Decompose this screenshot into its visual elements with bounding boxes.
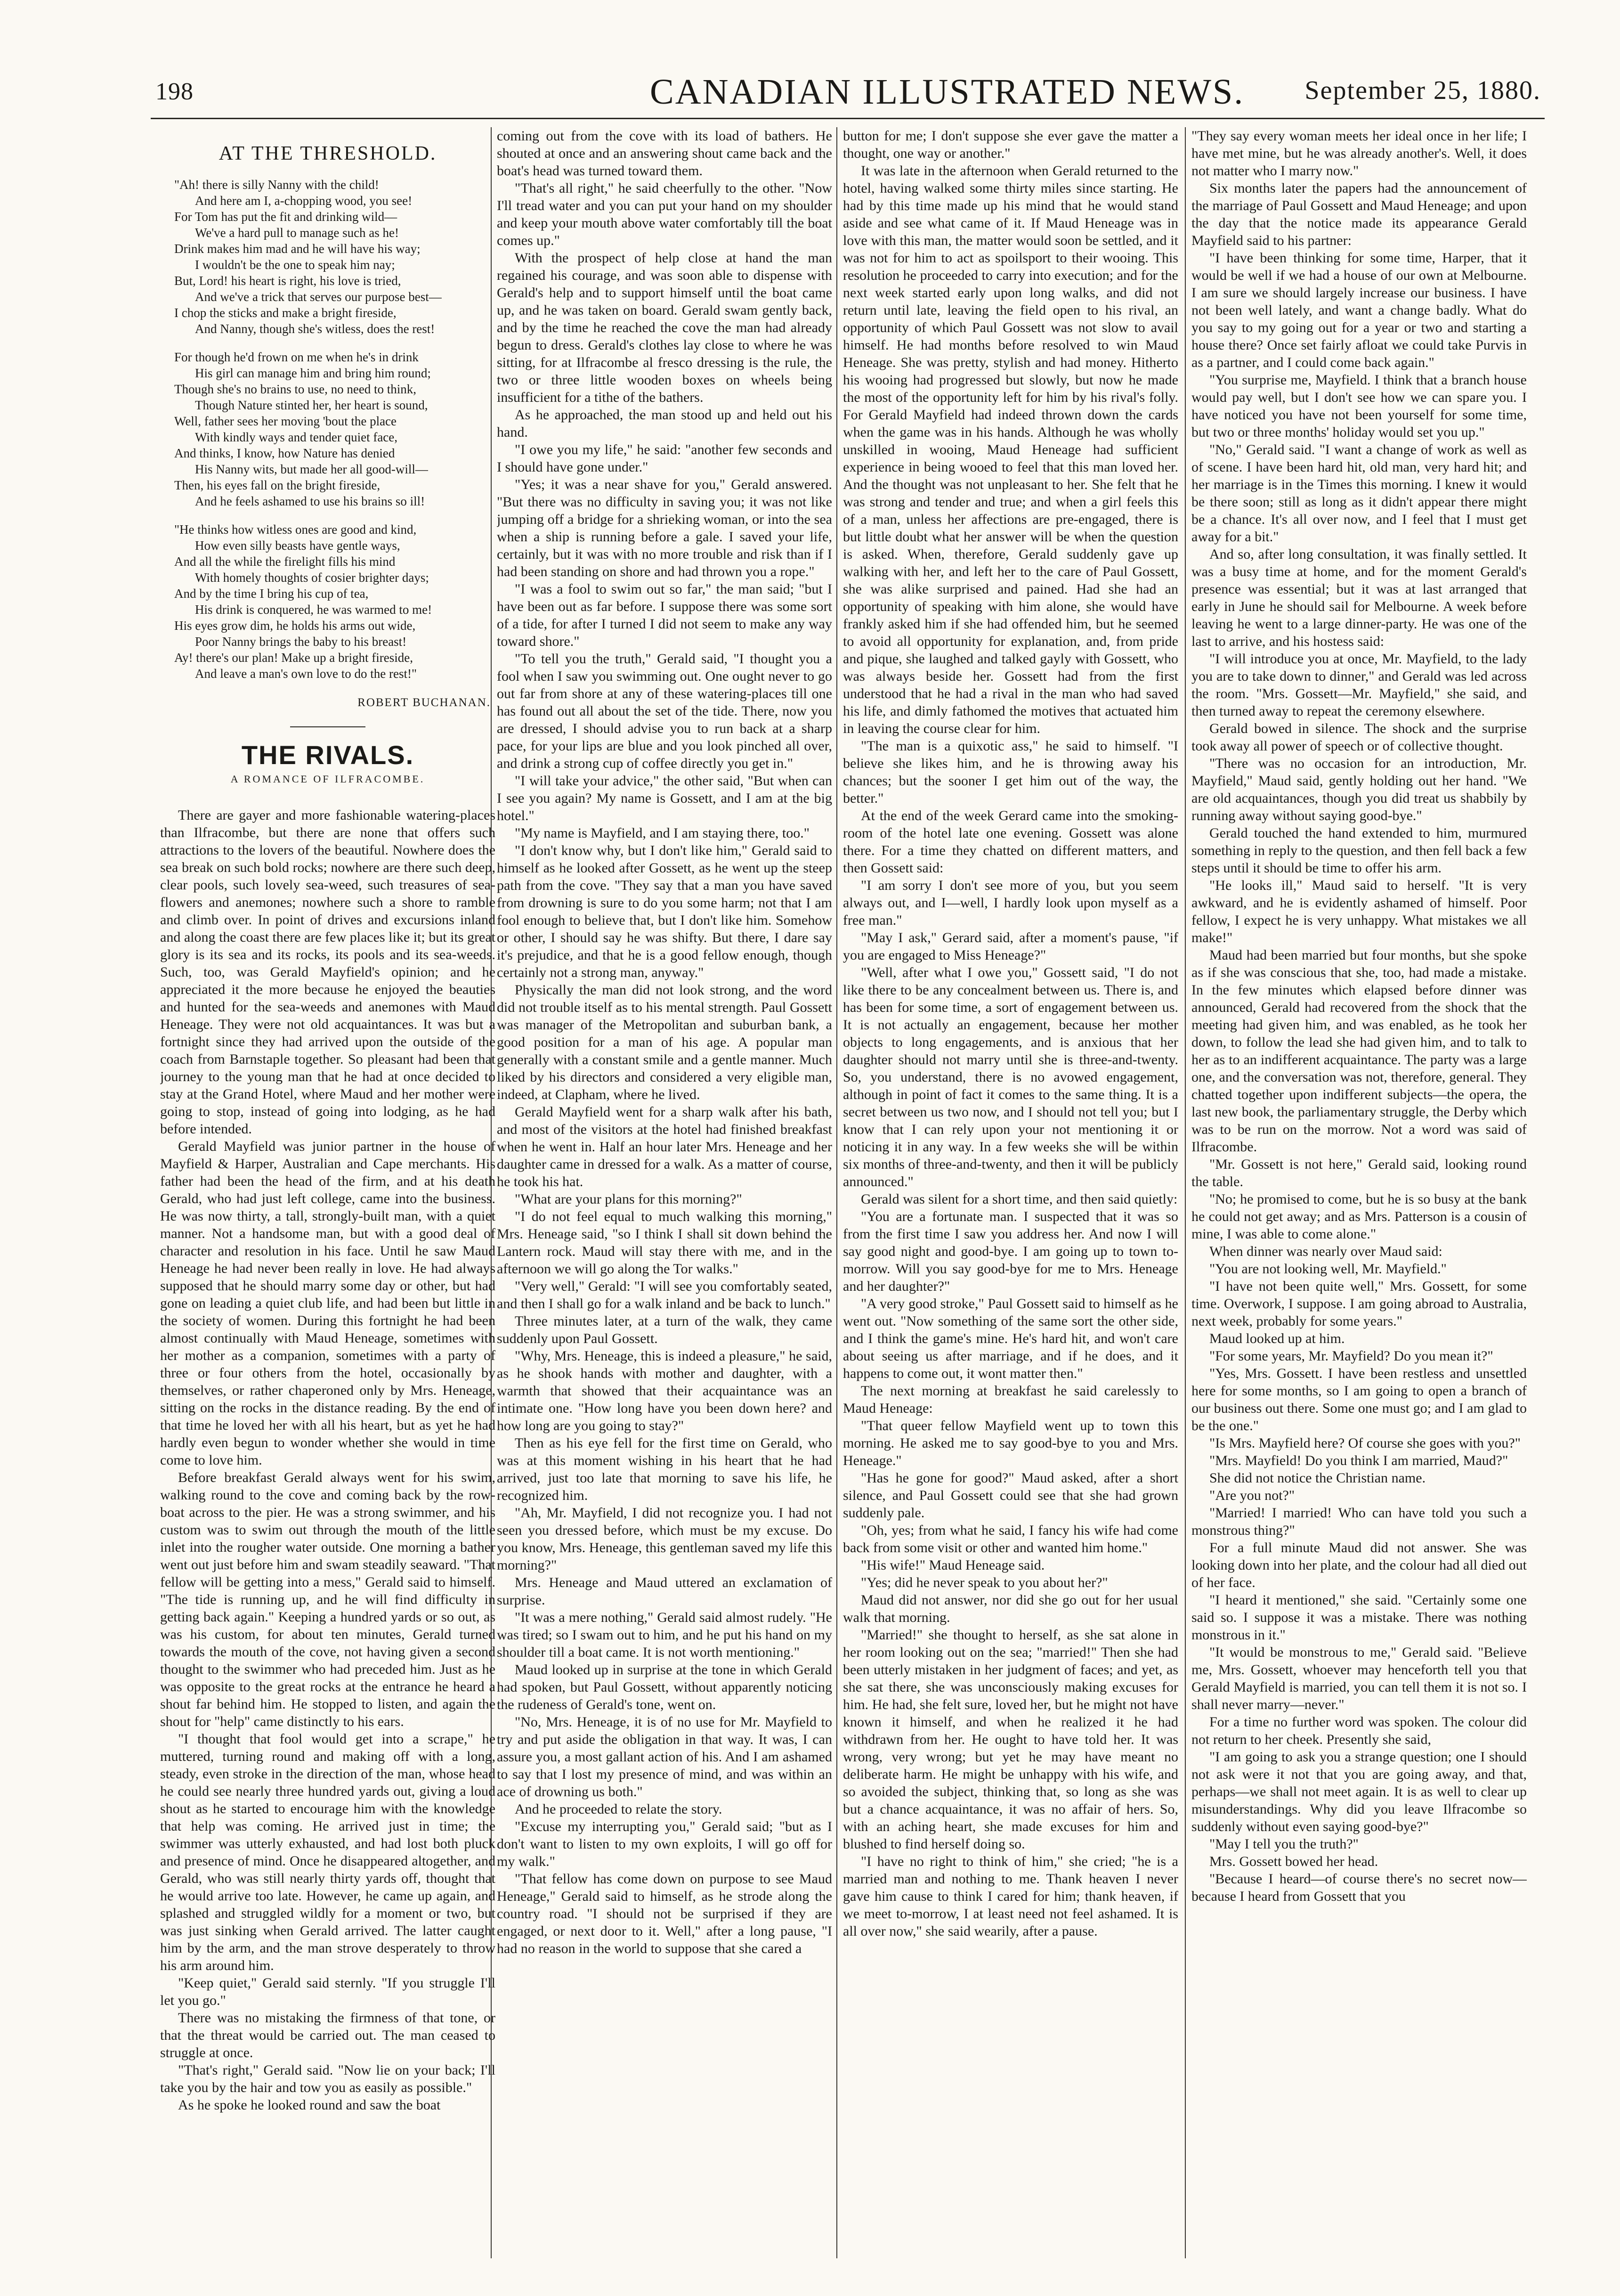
poem-line: With kindly ways and tender quiet face, (195, 430, 398, 444)
story-paragraph: "I am sorry I don't see more of you, but you seem always out, and I—well, I hardly look upon myself as a free man." (843, 878, 1178, 928)
story-paragraph: Before breakfast Gerald always went for his swim, walking round to the cove and coming back by the row-boat across to the pier. He was a strong swimmer, and his custom was to swim out through the mouth of the little inlet into the rougher water outside. One morning a bather went out just before him and swam steadily seaward. "That fellow will be getting into a mess," Gerald said to himself. "The tide is running up, and he will find difficulty in getting back again." Keeping a hundred yards or so out, as was his custom, for about ten minutes, Gerald turned towards the mouth of the cove, not having given a second thought to the swimmer who had preceded him. Just as he was opposite to the great rocks at the entrance he heard a shout far behind him. He stopped to listen, and again the shout for "help" came distinctly to his ears. (160, 1470, 495, 1729)
story-paragraph: "It would be monstrous to me," Gerald said. "Believe me, Mrs. Gossett, whoever may henceforth tell you that Gerald Mayfield is married, you can tell them it is not so. I shall never marry—never." (1191, 1645, 1527, 1712)
poem-line: His girl can manage him and bring him round; (195, 366, 431, 380)
story-paragraph: "I heard it mentioned," she said. "Certainly some one said so. I suppose it was a mistake. There was nothing monstrous in it." (1191, 1592, 1527, 1643)
story-paragraph: "I thought that fool would get into a scrape," he muttered, turning round and making off with a long, steady, even stroke in the direction of the man, whose head he could see nearly three hundred yards out, giving a loud shout as he started to encourage him with the knowledge that help was coming. He arrived just in time; the swimmer was utterly exhausted, and had lost both pluck and presence of mind. Once he disappeared altogether, and Gerald, who was still nearly thirty yards off, thought that he would arrive too late. However, he came up again, and splashed and struggled wildly for a moment or two, but was just sinking when Gerald arrived. The latter caught him by the arm, and the man strove desperately to throw his arm around him. (160, 1731, 495, 1973)
poem-line: His eyes grow dim, he holds his arms out wide, (174, 619, 416, 633)
story-title: THE RIVALS. (241, 740, 414, 770)
story-paragraph: Maud looked up at him. (1209, 1331, 1345, 1346)
story-paragraph: There was no mistaking the firmness of that tone, or that the threat would be carried out. The man ceased to struggle at once. (160, 2010, 495, 2060)
poem-title: AT THE THRESHOLD. (219, 143, 437, 164)
story-paragraph: "I will take your advice," the other said, "But when can I see you again? My name is Gossett, and I am at the big hotel." (497, 773, 832, 823)
story-paragraph: "Why, Mrs. Heneage, this is indeed a pleasure," he said, as he shook hands with mother and daughter, with a warmth that showed that their acquaintance was an intimate one. "How long have you been down here? and how long are you going to stay?" (497, 1348, 832, 1433)
story-paragraph: "I am going to ask you a strange question; one I should not ask were it not that you are going away, and that, perhaps—we shall not meet again. It is as well to clear up misunderstandings. Why did you leave Ilfracombe so suddenly without even saying good-bye?" (1191, 1749, 1527, 1834)
story-paragraph: And so, after long consultation, it was finally settled. It was a busy time at home, and for the moment Gerald's presence was essential; but it was at last arranged that early in June he should sail for Melbourne. A week before leaving he went to a large dinner-party. He was one of the last to arrive, and his hostess said: (1191, 546, 1527, 649)
story-paragraph: When dinner was nearly over Maud said: (1209, 1244, 1442, 1259)
poem-line: And Nanny, though she's witless, does the rest! (195, 322, 435, 336)
story-paragraph: Maud looked up in surprise at the tone in which Gerald had spoken, but Paul Gossett, without apparently noticing the rudeness of Gerald's tone, went on. (497, 1662, 832, 1712)
story-paragraph: Gerald touched the hand extended to him, murmured something in reply to the question, and then fell back a few steps until it should be time to offer his arm. (1191, 825, 1527, 876)
story-paragraph: "Ah, Mr. Mayfield, I did not recognize you. I had not seen you dressed before, which must be my excuse. Do you know, Mrs. Heneage, this gentleman saved my life this morning?" (497, 1505, 832, 1573)
page-number: 198 (155, 78, 194, 105)
story-paragraph: "Are you not?" (1209, 1488, 1295, 1503)
poem-stanza (174, 177, 495, 337)
story-paragraph: "To tell you the truth," Gerald said, "I thought you a fool when I saw you swimming out. One ought never to go out far from shore at any of these watering-places till one has found out all about the set of the tide. There, now you are dressed, I should advise you to run back at a sharp pace, for your lips are blue and you look pinched all over, and drink a strong cup of coffee directly you get in." (497, 651, 832, 771)
poem-line: Though Nature stinted her, her heart is sound, (195, 398, 428, 412)
story-text-col4 (1191, 127, 1527, 1905)
column-divider (1185, 127, 1186, 2258)
poem-line: And thinks, I know, how Nature has denied (174, 446, 395, 460)
story-paragraph: It was late in the afternoon when Gerald returned to the hotel, having walked some thirty miles since starting. He had by this time made up his mind that he would stand aside and see what came of it. If Maud Heneage was in love with this man, the matter would soon be settled, and it was not for him to act as spoilsport to their wooing. This resolution he proceeded to carry into execution; and for the next week started early upon long walks, and did not return until late, leaving the field open to his rival, an opportunity of which Paul Gossett was not slow to avail himself. He had months before resolved to win Maud Heneage. She was pretty, stylish and had money. Hitherto his wooing had progressed but slowly, but now he made the most of the opportunity left for him by his rival's folly. For Gerald Mayfield had indeed thrown down the cards when the game was in his hands. Although he was wholly unskilled in wooing, Maud Heneage had sufficient experience in being wooed to feel that this man loved her. And the thought was not unpleasant to her. She felt that he was strong and tender and true; and when a girl feels this of a man, unless her affections are pre-engaged, there is but little doubt what her answer will be when the question is asked. When, therefore, Gerald suddenly gave up walking with her, and left her to the care of Paul Gossett, she was alike surprised and pained. Had she had an opportunity of speaking with him alone, she would have frankly asked him if she had offended him, but he seemed to avoid all opportunity for explanation, and, from pride and pique, she laughed and talked gayly with Gossett, who was always beside her. Gossett had from the first understood that he had a rival in the man who had saved his life, and dimly fathomed the motives that actuated him in leaving the course clear for him. (843, 163, 1178, 736)
story-paragraph: "Yes, Mrs. Gossett. I have been restless and unsettled here for some months, so I am going to open a branch of our business out there. Some one must go; and I am glad to be the one." (1191, 1366, 1527, 1433)
story-paragraph: "May I tell you the truth?" (1209, 1836, 1359, 1852)
poem-body (160, 177, 495, 682)
poem-author: ROBERT BUCHANAN. (357, 696, 491, 709)
poem-line: His drink is conquered, he was warmed to me! (195, 602, 432, 617)
story-paragraph: button for me; I don't suppose she ever gave the matter a thought, one way or another." (843, 128, 1178, 161)
story-paragraph: "Is Mrs. Mayfield here? Of course she goes with you?" (1209, 1435, 1521, 1451)
story-paragraph: For a time no further word was spoken. The colour did not return to her cheek. Presently she said, (1191, 1714, 1527, 1747)
story-paragraph: "You surprise me, Mayfield. I think that a branch house would pay well, but I don't see how we can spare you. I have noticed you have not been yourself for some time, but two or three months' holiday would set you up." (1191, 372, 1527, 440)
header-rule (151, 118, 1545, 119)
story-paragraph: "What are your plans for this morning?" (515, 1191, 742, 1207)
story-paragraph: Three minutes later, at a turn of the walk, they came suddenly upon Paul Gossett. (497, 1313, 832, 1346)
story-paragraph: "Yes; it was a near shave for you," Gerald answered. "But there was no difficulty in saving you; it was not like jumping off a bridge for a shrieking woman, or into the sea when a ship is running before a gale. I saved your life, certainly, but it was with no more trouble and risk than if I had been standing on shore and had thrown you a rope." (497, 477, 832, 579)
poem-line: For Tom has put the fit and drinking wild— (174, 210, 397, 224)
story-paragraph: Gerald was silent for a short time, and then said quietly: (861, 1191, 1178, 1207)
story-paragraph: "I have no right to think of him," she cried; "he is a married man and nothing to me. Thank heaven I never gave him cause to think I cared for him; thank heaven, if we meet to-morrow, I at least need not feel ashamed. It is all over now," she said wearily, after a pause. (843, 1854, 1178, 1939)
poem-line: Though she's no brains to use, no need to think, (174, 382, 417, 396)
story-subtitle: A ROMANCE OF ILFRACOMBE. (230, 773, 425, 785)
story-paragraph: "That's all right," he said cheerfully to the other. "Now I'll tread water and you can put your hand on my shoulder and keep your mouth above water comfortably till the boat comes up." (497, 180, 832, 248)
poem-line: "He thinks how witless ones are good and kind, (174, 522, 417, 537)
poem-line: His Nanny wits, but made her all good-will— (195, 462, 428, 476)
poem-line: With homely thoughts of cosier brighter days; (195, 570, 429, 585)
story-paragraph: There are gayer and more fashionable watering-places than Ilfracombe, but there are none that offers such attractions to the lovers of the beautiful. Nowhere does the sea break on such bold rocks; nowhere are there such deep, clear pools, such lovely sea-weed, such treasures of sea-flowers and anemones; nowhere such a shore to ramble and climb over. In point of drives and excursions inland and along the coast there are few places like it; but its great glory is its sea and its rocks, its pools and its sea-weeds. Such, too, was Gerald Mayfield's opinion; and he appreciated it the more because he enjoyed the beauties and hunted for the sea-weeds and anemones with Maud Heneage. They were not old acquaintances. It was but a fortnight since they had arrived upon the outside of the coach from Barnstaple together. So pleasant had been that journey to the young man that he had at once decided to stay at the Grand Hotel, where Maud and her mother were going to stop, instead of going into lodging, as he had before intended. (160, 807, 495, 1137)
story-paragraph: Gerald bowed in silence. The shock and the surprise took away all power of speech or of collective thought. (1191, 721, 1527, 754)
story-paragraph: "I don't know why, but I don't like him," Gerald said to himself as he looked after Gossett, as he went up the steep path from the cove. "They say that a man you have saved from drowning is sure to do you some harm; not that I am fool enough to believe that, but I don't like him. Somehow or other, I should say he was shifty. But there, I dare say it's prejudice, and that he is a good fellow enough, though certainly not a strong man, anyway." (497, 843, 832, 980)
story-paragraph: Then as his eye fell for the first time on Gerald, who was at this moment wishing in his heart that he had arrived, just too late that morning to save his life, he recognized him. (497, 1435, 832, 1503)
story-paragraph: The next morning at breakfast he said carelessly to Maud Heneage: (843, 1383, 1178, 1416)
story-paragraph: "A very good stroke," Paul Gossett said to himself as he went out. "Now something of the same sort the other side, and I think the game's mine. He's hard hit, and won't care about seeing us after marriage, and if he does, and it happens to come out, it wont matter then." (843, 1296, 1178, 1381)
story-paragraph: "I do not feel equal to much walking this morning," Mrs. Heneage said, "so I think I shall sit down behind the Lantern rock. Maud will stay there with me, and in the afternoon we will go along the Tor walks." (497, 1209, 832, 1277)
story-paragraph: As he approached, the man stood up and held out his hand. (497, 407, 832, 440)
story-paragraph: Physically the man did not look strong, and the word did not trouble itself as to his mental strength. Paul Gossett was manager of the Metropolitan and suburban bank, a good position for a man of his age. A popular man generally with a constant smile and a gentle manner. Much liked by his directors and considered a very eligible man, indeed, at Clapham, where he lived. (497, 982, 832, 1102)
story-paragraph: "It was a mere nothing," Gerald said almost rudely. "He was tired; so I swam out to him, and he put his hand on my shoulder till a boat came. It is not worth mentioning." (497, 1610, 832, 1660)
story-paragraph: With the prospect of help close at hand the man regained his courage, and was soon able to dispense with Gerald's help and to support himself until the boat came up, and he was taken on board. Gerald swam gently back, and by the time he reached the cove the man had already begun to dress. Gerald's clothes lay close to where he was sitting, for at Ilfracombe al fresco dressing is the rule, the two or three little wooden boxes on wheels being insufficient for a tithe of the bathers. (497, 250, 832, 405)
story-paragraph: "There was no occasion for an introduction, Mr. Mayfield," Maud said, gently holding out her hand. "We are old acquaintances, though you did treat us shabbily by running away without saying good-bye." (1191, 756, 1527, 823)
story-paragraph: "I will introduce you at once, Mr. Mayfield, to the lady you are to take down to dinner," and Gerald was led across the room. "Mrs. Gossett—Mr. Mayfield," she said, and then turned away to repeat the ceremony elsewhere. (1191, 651, 1527, 719)
story-paragraph: As he spoke he looked round and saw the boat (178, 2097, 441, 2113)
story-paragraph: "Excuse my interrupting you," Gerald said; "but as I don't want to listen to my own exploits, I will go off for my walk." (497, 1819, 832, 1869)
story-paragraph: At the end of the week Gerard came into the smoking-room of the hotel late one evening. Gossett was alone there. For a time they chatted on different matters, and then Gossett said: (843, 808, 1178, 876)
story-paragraph: "The man is a quixotic ass," he said to himself. "I believe she likes him, and he is throwing away his chances; but the sooner I get him out of the way, the better." (843, 738, 1178, 806)
story-paragraph: "My name is Mayfield, and I am staying there, too." (515, 825, 810, 841)
page-header (0, 0, 1620, 141)
story-paragraph: "Yes; did he never speak to you about her?" (861, 1575, 1108, 1590)
story-paragraph: "His wife!" Maud Heneage said. (861, 1557, 1045, 1573)
column-1 (160, 127, 495, 2258)
poem-line: And he feels ashamed to use his brains so ill! (195, 494, 425, 508)
section-divider (290, 726, 365, 727)
story-paragraph: "No; he promised to come, but he is so busy at the bank he could not get away; and as Mrs. Patterson is a cousin of mine, I was able to come alone." (1191, 1191, 1527, 1242)
poem-line: Then, his eyes fall on the bright fireside, (174, 478, 381, 492)
story-paragraph: "Has he gone for good?" Maud asked, after a short silence, and Paul Gossett could see that she had grown suddenly pale. (843, 1470, 1178, 1521)
story-paragraph: "No," Gerald said. "I want a change of work as well as of scene. I have been hard hit, old man, very hard hit; and her marriage is in the Times this morning. I knew it would be there soon; still as long as it didn't appear there might be a chance. It's all over now, and I feel that I must get away for a bit." (1191, 442, 1527, 545)
poem-stanza (174, 349, 495, 509)
story-paragraph: She did not notice the Christian name. (1209, 1470, 1426, 1486)
story-paragraph: "Married!" she thought to herself, as she sat alone in her room looking out on the sea; "married!" Then she had been utterly mistaken in her judgment of faces; and yet, as she sat there, she was unconsciously making excuses for him. He had, she felt sure, loved her, but he might not have known it himself, and when he realized it he had withdrawn from her. He ought to have told her. It was wrong, very wrong; but yet he may have meant no deliberate harm. He might be unhappy with his wife, and so avoided the subject, thinking that, so long as she was but a chance acquaintance, it was no affair of hers. So, with an aching heart, she made excuses for him and blushed to find herself doing so. (843, 1627, 1178, 1852)
story-paragraph: Maud had been married but four months, but she spoke as if she was conscious that she, too, had made a mistake. In the few minutes which elapsed before dinner was announced, Gerald had recovered from the shock that the meeting had given him, and was enabled, as he took her down, to follow the lead she had given him, and to talk to her as to an indifferent acquaintance. The party was a large one, and the conversation was not, therefore, general. They chatted together upon indifferent subjects—the opera, the last new book, the parliamentary struggle, the Derby which was to be run on the morrow. Not a word was said of Ilfracombe. (1191, 947, 1527, 1155)
issue-date: September 25, 1880. (1304, 76, 1541, 105)
story-paragraph: "No, Mrs. Heneage, it is of no use for Mr. Mayfield to try and put aside the obligation in that way. It was, I can assure you, a most gallant action of his. And I am ashamed to say that I lost my presence of mind, and was within an ace of drowning us both." (497, 1714, 832, 1799)
story-paragraph: "Keep quiet," Gerald said sternly. "If you struggle I'll let you go." (160, 1975, 495, 2008)
story-paragraph: "Mrs. Mayfield! Do you think I am married, Maud?" (1209, 1453, 1508, 1468)
story-paragraph: "He looks ill," Maud said to herself. "It is very awkward, and he is evidently ashamed of himself. Poor fellow, I expect he is very unhappy. What mistakes we all make!" (1191, 878, 1527, 945)
story-paragraph: coming out from the cove with its load of bathers. He shouted at once and an answering shout came back and the boat's head was turned toward them. (497, 128, 832, 179)
masthead: CANADIAN ILLUSTRATED NEWS. (650, 72, 1245, 112)
story-paragraph: "I owe you my life," he said: "another few seconds and I should have gone under." (497, 442, 832, 475)
poem-line: We've a hard pull to manage such as he! (195, 226, 399, 240)
story-paragraph: "I have not been quite well," Mrs. Gossett, for some time. Overwork, I suppose. I am going abroad to Australia, next week, probably for some years." (1191, 1278, 1527, 1329)
story-paragraph: Maud did not answer, nor did she go out for her usual walk that morning. (843, 1592, 1178, 1625)
poem-line: And leave a man's own love to do the rest!" (195, 667, 417, 681)
story-paragraph: "They say every woman meets her ideal once in her life; I have met mine, but he was already another's. Well, it does not matter who I marry now." (1191, 128, 1527, 179)
poem-line: And we've a trick that serves our purpose best— (195, 290, 442, 304)
story-paragraph: Six months later the papers had the announcement of the marriage of Paul Gossett and Maud Heneage; and upon the day that the notice made its appearance Gerald Mayfield said to his partner: (1191, 180, 1527, 248)
story-text-col1 (160, 806, 495, 2114)
poem-line: And by the time I bring his cup of tea, (174, 586, 369, 601)
story-paragraph: "Oh, yes; from what he said, I fancy his wife had come back from some visit or other and wanted him home." (843, 1523, 1178, 1555)
story-paragraph: "I was a fool to swim out so far," the man said; "but I have been out as far before. I suppose there was some sort of a tide, for after I turned I did not seem to make any way toward shore." (497, 581, 832, 649)
story-paragraph: "You are not looking well, Mr. Mayfield." (1209, 1261, 1447, 1277)
poem-line: Well, father sees her moving 'bout the place (174, 414, 397, 428)
story-paragraph: For a full minute Maud did not answer. She was looking down into her plate, and the colour had all died out of her face. (1191, 1540, 1527, 1590)
story-paragraph: "May I ask," Gerard said, after a moment's pause, "if you are engaged to Miss Heneage?" (843, 930, 1178, 963)
story-paragraph: "Mr. Gossett is not here," Gerald said, looking round the table. (1191, 1156, 1527, 1189)
poem-line: For though he'd frown on me when he's in drink (174, 350, 419, 364)
story-paragraph: "That queer fellow Mayfield went up to town this morning. He asked me to say good-bye to you and Mrs. Heneage." (843, 1418, 1178, 1468)
poem-line: And all the while the firelight fills his mind (174, 554, 396, 569)
story-paragraph: "I have been thinking for some time, Harper, that it would be well if we had a house of our own at Melbourne. I am sure we should largely increase our business. I have not been well lately, and want a change badly. What do you say to my going out for a year or two and starting a house there? Once set fairly afloat we could take Purvis in as a partner, and I could come back again." (1191, 250, 1527, 370)
poem-line: Ay! there's our plan! Make up a bright fireside, (174, 651, 413, 665)
poem-line: "Ah! there is silly Nanny with the child! (174, 178, 379, 192)
story-paragraph: "Because I heard—of course there's no secret now—because I heard from Gossett that you (1191, 1871, 1527, 1904)
story-paragraph: Mrs. Heneage and Maud uttered an exclamation of surprise. (497, 1575, 832, 1608)
column-3 (843, 127, 1178, 2258)
story-text-col3 (843, 127, 1178, 1940)
story-paragraph: Mrs. Gossett bowed her head. (1209, 1854, 1378, 1869)
poem-line: And here am I, a-chopping wood, you see! (195, 194, 413, 208)
story-text-col2 (497, 127, 832, 1957)
poem-line: Drink makes him mad and he will have his way; (174, 242, 421, 256)
poem-line: But, Lord! his heart is right, his love is tried, (174, 274, 401, 288)
story-paragraph: "Very well," Gerald: "I will see you comfortably seated, and then I shall go for a walk inland and be back to lunch." (497, 1278, 832, 1311)
story-paragraph: "That fellow has come down on purpose to see Maud Heneage," Gerald said to himself, as he strode along the country road. "I should not be surprised if they are engaged, or next door to it. Well," after a long pause, "I had no reason in the world to suppose that she cared a (497, 1871, 832, 1956)
story-paragraph: "Well, after what I owe you," Gossett said, "I do not like there to be any concealment between us. There is, and has been for some time, a sort of engagement between us. It is not actually an engagement, because her mother objects to long engagements, and is anxious that her daughter should not marry until she is three-and-twenty. So, you understand, there is no avowed engagement, although in point of fact it comes to the same thing. It is a secret between us two now, and I should not tell you; but I know that I can rely upon your not mentioning it or noticing it in any way. In a few weeks she will be within six months of three-and-twenty, and then it will be publicly announced." (843, 965, 1178, 1189)
story-paragraph: Gerald Mayfield was junior partner in the house of Mayfield & Harper, Australian and Cape merchants. His father had been the head of the firm, and at his death Gerald, who had just left college, came into the business. He was now thirty, a tall, strongly-built man, with a quiet manner. Not a handsome man, but with a good deal of character and resolution in his face. Until he saw Maud Heneage he had never been really in love. He had always supposed that he should marry some day or other, but had gone on leading a quiet club life, and had been but little in the society of women. During this fortnight he had been almost continually with Maud Heneage, sometimes with her mother as a companion, sometimes with a party of three or four others from the hotel, occasionally by themselves, or rather chaperoned only by Mrs. Heneage, sitting on the rocks in the distance reading. By the end of that time he loved her with all his heart, but as yet he had hardly even begun to wonder whether she would in time come to love him. (160, 1139, 495, 1468)
poem-line: How even silly beasts have gentle ways, (195, 538, 400, 553)
column-4 (1191, 127, 1527, 2258)
column-divider (836, 127, 837, 2258)
column-2 (497, 127, 832, 2258)
poem-line: I wouldn't be the one to speak him nay; (195, 258, 395, 272)
poem-line: Poor Nanny brings the baby to his breast! (195, 635, 407, 649)
story-paragraph: "You are a fortunate man. I suspected that it was so from the first time I saw you address her. And now I will say good night and good-bye. I am going up to town to-morrow. Will you say good-bye for me to Mrs. Heneage and her daughter?" (843, 1209, 1178, 1294)
poem-line: I chop the sticks and make a bright fireside, (174, 306, 397, 320)
story-paragraph: "That's right," Gerald said. "Now lie on your back; I'll take you by the hair and tow you as easily as possible." (160, 2062, 495, 2095)
story-paragraph: "Married! I married! Who can have told you such a monstrous thing?" (1191, 1505, 1527, 1538)
story-paragraph: Gerald Mayfield went for a sharp walk after his bath, and most of the visitors at the hotel had finished breakfast when he went in. Half an hour later Mrs. Heneage and her daughter came in dressed for a walk. As a matter of course, he took his hat. (497, 1104, 832, 1189)
poem-stanza (174, 521, 495, 682)
story-paragraph: "For some years, Mr. Mayfield? Do you mean it?" (1209, 1348, 1493, 1364)
story-paragraph: And he proceeded to relate the story. (515, 1801, 722, 1817)
